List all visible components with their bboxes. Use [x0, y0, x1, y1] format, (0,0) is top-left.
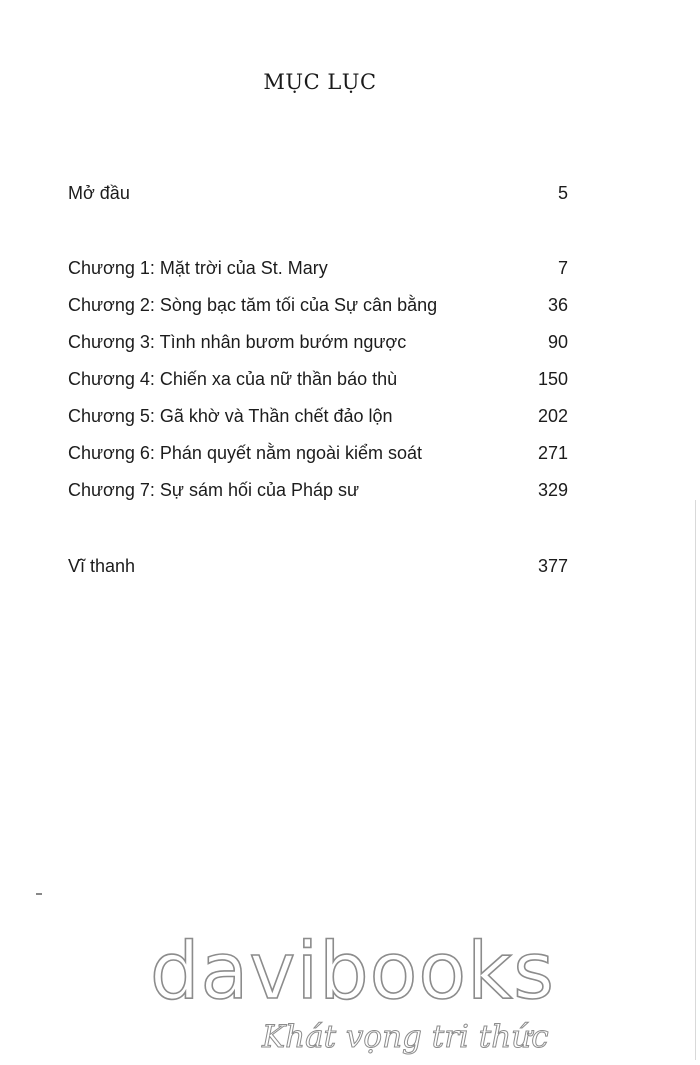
toc-entry-page: 150: [537, 369, 568, 389]
toc-entry-chapter-6: [68, 443, 568, 471]
toc-entry-page: 5: [557, 183, 568, 203]
toc-entry-page: 329: [537, 480, 568, 500]
toc-entry-epilogue: [68, 556, 568, 584]
toc-entry-label: Chương 5: Gã khờ và Thần chết đảo lộn: [68, 406, 393, 426]
page-title: MỤC LỤC: [263, 70, 377, 94]
toc-entry-label: Chương 1: Mặt trời của St. Mary: [68, 258, 328, 278]
scan-mark: [36, 893, 42, 895]
toc-entry-label: Chương 7: Sự sám hối của Pháp sư: [68, 480, 360, 500]
watermark: [0, 925, 700, 1065]
toc-entry-chapter-7: [68, 480, 568, 508]
toc-entry-page: 271: [537, 443, 568, 463]
toc-entry-label: Chương 2: Sòng bạc tăm tối của Sự cân bằng: [68, 295, 438, 315]
toc-entry-label: Chương 4: Chiến xa của nữ thần báo thù: [68, 369, 398, 389]
toc-entry-page: 36: [547, 295, 568, 315]
toc-entry-chapter-4: [68, 369, 568, 397]
toc-entry-chapter-1: [68, 258, 568, 286]
toc-entry-label: Chương 6: Phán quyết nằm ngoài kiểm soát: [68, 443, 423, 463]
toc-entry-chapter-3: [68, 332, 568, 360]
toc-entry-chapter-2: [68, 295, 568, 323]
toc-entry-page: 377: [537, 556, 568, 576]
toc-entry-page: 7: [557, 258, 568, 278]
toc-entry-chapter-5: [68, 406, 568, 434]
toc-entry-label: Chương 3: Tình nhân bươm bướm ngược: [68, 332, 407, 352]
toc-entry-page: 202: [537, 406, 568, 426]
toc-entry-page: 90: [547, 332, 568, 352]
toc-entry-label: Mở đầu: [68, 183, 130, 203]
toc-entry-label: Vĩ thanh: [68, 556, 136, 576]
toc-entry-intro: [68, 183, 568, 211]
watermark-brand: davibooks: [150, 927, 555, 1017]
watermark-slogan: Khát vọng tri thức: [262, 1019, 549, 1055]
